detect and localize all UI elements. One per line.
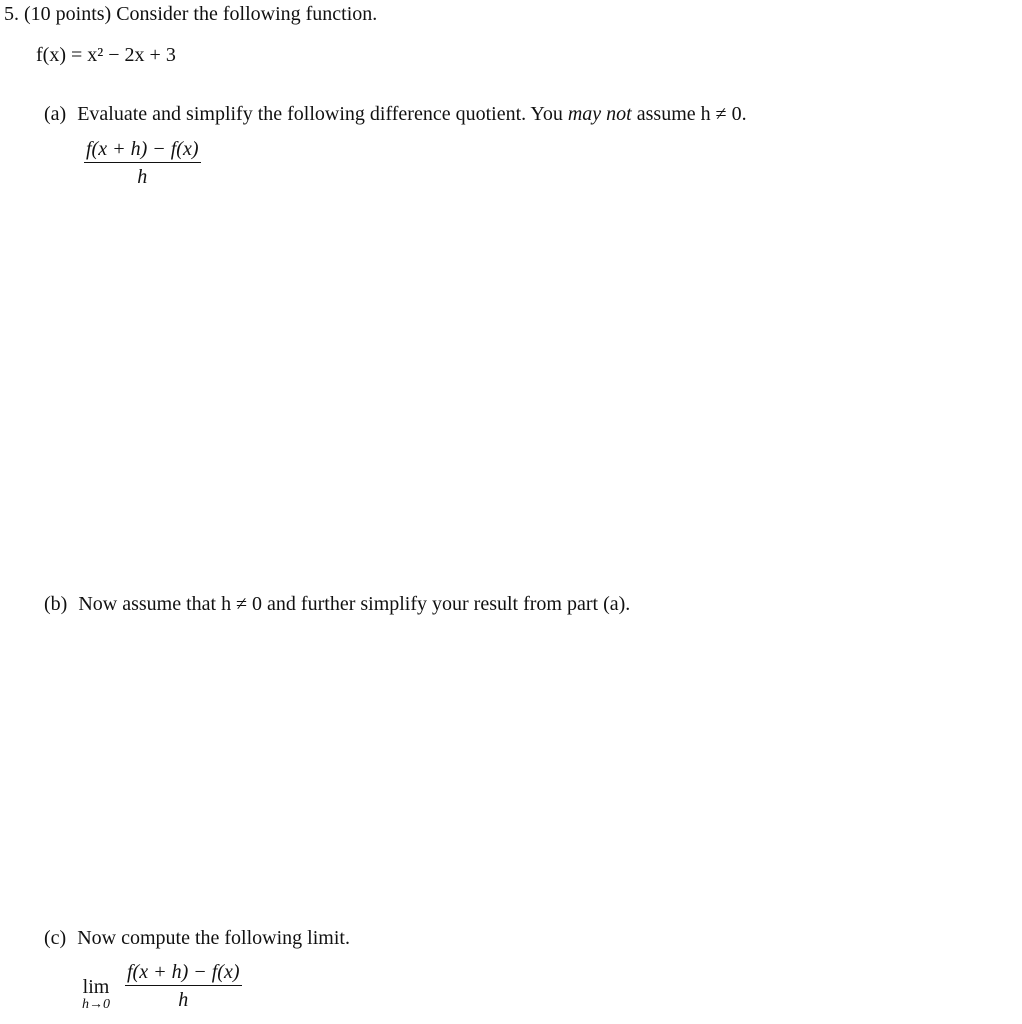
- fraction-numerator: f(x + h) − f(x): [125, 961, 242, 986]
- limit-operator: [82, 977, 110, 1013]
- function-definition: f(x) = x² − 2x + 3: [36, 44, 176, 66]
- part-a-label: (a): [44, 103, 67, 125]
- difference-quotient-a: [84, 138, 201, 189]
- part-a-text-after: assume h ≠ 0.: [636, 103, 747, 125]
- difference-quotient-c: [125, 961, 242, 1012]
- part-b-label: (b): [44, 593, 68, 615]
- part-b-prompt: [44, 592, 630, 616]
- limit-subscript: h→0: [82, 997, 110, 1012]
- limit-word: lim: [82, 976, 110, 998]
- problem-header: 5. (10 points) Consider the following function.: [4, 3, 378, 25]
- part-b-text: Now assume that h ≠ 0 and further simplify your result from part (a).: [78, 593, 631, 615]
- fraction-numerator: f(x + h) − f(x): [84, 138, 201, 163]
- part-a-prompt: [44, 102, 747, 126]
- part-a-emphasis: may not: [567, 103, 632, 125]
- part-c-prompt: [44, 926, 350, 950]
- fraction-denominator: h: [137, 166, 148, 188]
- fraction-denominator: h: [178, 989, 189, 1011]
- part-a-text: Evaluate and simplify the following difference quotient. You: [77, 103, 563, 125]
- part-c-text: Now compute the following limit.: [77, 927, 350, 949]
- part-c-label: (c): [44, 927, 67, 949]
